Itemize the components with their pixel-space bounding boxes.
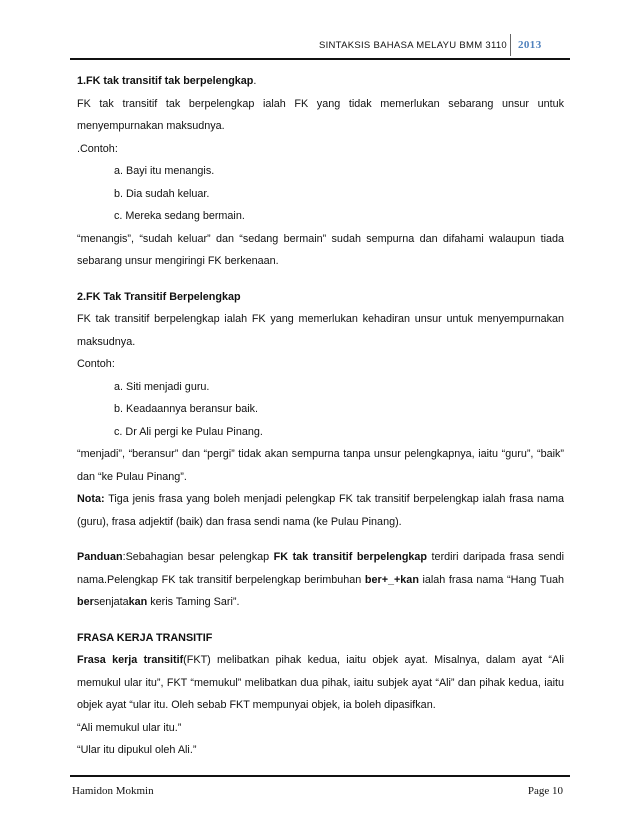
footer-rule bbox=[70, 775, 570, 777]
footer-page-number: Page 10 bbox=[527, 785, 563, 797]
page-body bbox=[77, 70, 564, 762]
section1-heading: 1.FK tak transitif tak berpelengkap. bbox=[77, 75, 257, 87]
section2-note: Nota: Tiga jenis frasa yang boleh menjadi pelengkap FK tak transitif berpelengkap ialah frasa nama (guru), frasa adjektif (baik) dan frasa sendi nama (ke Pulau Pinang). bbox=[77, 493, 564, 528]
header-title: SINTAKSIS BAHASA MELAYU BMM 3110 bbox=[318, 40, 507, 51]
panduan-label: Panduan bbox=[77, 551, 123, 563]
section2-example-b: b. Keadaannya beransur baik. bbox=[114, 403, 259, 415]
section1-example-a: a. Bayi itu menangis. bbox=[114, 165, 215, 177]
section3-quote-2: “Ular itu dipukul oleh Ali.” bbox=[77, 744, 197, 756]
section3-quote-1: “Ali memukul ular itu.” bbox=[77, 721, 182, 734]
section2-contoh-label: Contoh: bbox=[77, 358, 115, 370]
section3-paragraph: Frasa kerja transitif(FKT) melibatkan pihak kedua, iaitu objek ayat. Misalnya, dalam ayat “Ali memukul ular itu”, FKT “memukul” melibatkan dua pihak, iaitu subjek ayat “Ali” dan pihak kedua, iaitu objek ayat “ular itu. Oleh sebab FKT mempunyai objek, ia boleh dipasifkan. bbox=[77, 654, 564, 711]
section3-heading: FRASA KERJA TRANSITIF bbox=[77, 631, 213, 644]
section3-term: Frasa kerja transitif bbox=[77, 654, 184, 666]
section2-example-c: c. Dr Ali pergi ke Pulau Pinang. bbox=[114, 425, 263, 438]
section2-heading: 2.FK Tak Transitif Berpelengkap bbox=[77, 290, 241, 303]
section2-example-a: a. Siti menjadi guru. bbox=[114, 380, 210, 393]
section1-example-b: b. Dia sudah keluar. bbox=[114, 187, 210, 200]
section1-definition: FK tak transitif tak berpelengkap ialah FK yang tidak memerlukan sebarang unsur untuk menyempurnakan maksudnya. bbox=[77, 97, 564, 132]
footer-author: Hamidon Mokmin bbox=[72, 785, 154, 797]
header-year: 2013 bbox=[518, 39, 542, 51]
section2-explanation: “menjadi”, “beransur” dan “pergi” tidak akan sempurna tanpa unsur pelengkapnya, iaitu “guru”, “baik” dan “ke Pulau Pinang”. bbox=[77, 448, 564, 483]
panduan-paragraph: Panduan:Sebahagian besar pelengkap FK tak transitif berpelengkap terdiri daripada frasa sendi nama.Pelengkap FK tak transitif berpelengkap berimbuhan ber+_+kan ialah frasa nama “Hang Tuah bersenjatakan keris Taming Sari”. bbox=[77, 551, 564, 608]
section2-definition: FK tak transitif berpelengkap ialah FK yang memerlukan kehadiran unsur untuk menyempurnakan maksudnya. bbox=[77, 313, 564, 348]
page-header bbox=[0, 34, 638, 56]
header-separator bbox=[510, 34, 511, 56]
section1-example-c: c. Mereka sedang bermain. bbox=[114, 210, 245, 222]
note-label: Nota: bbox=[77, 493, 105, 505]
section1-contoh-label: .Contoh: bbox=[77, 142, 118, 155]
header-rule bbox=[70, 58, 570, 60]
section1-explanation: “menangis”, “sudah keluar” dan “sedang bermain” sudah sempurna dan difahami walaupun tiada sebarang unsur mengiringi FK berkenaan. bbox=[77, 232, 564, 267]
